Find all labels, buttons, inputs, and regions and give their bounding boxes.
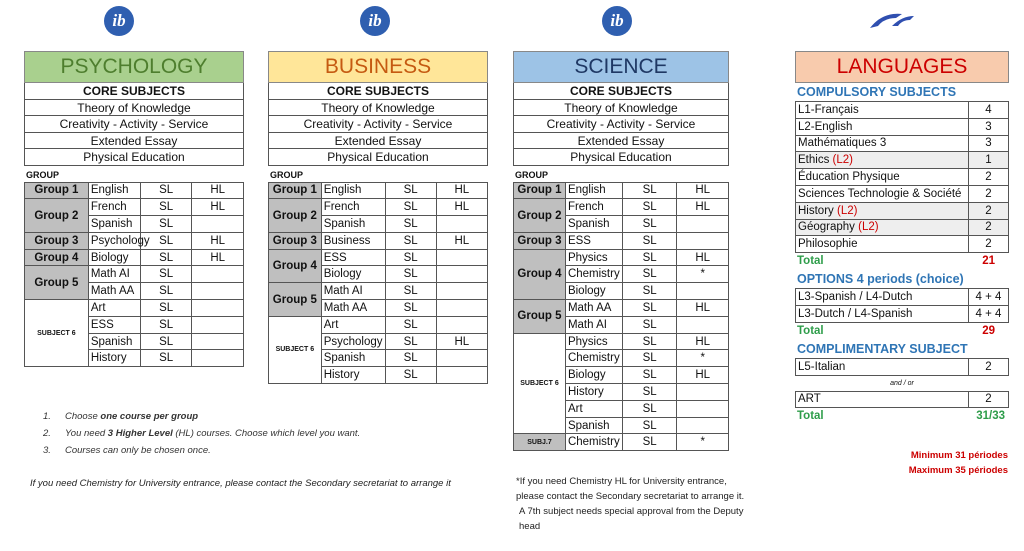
periods: 2 bbox=[969, 358, 1009, 375]
level-sl: SL bbox=[140, 316, 192, 333]
level-hl: HL bbox=[677, 367, 729, 384]
lang-subject: Sciences Technologie & Société bbox=[796, 185, 969, 202]
subject: Math AI bbox=[321, 283, 385, 300]
group-cell: SUBJECT 6 bbox=[25, 300, 89, 367]
subject: Chemistry bbox=[565, 350, 622, 367]
subject: Physics bbox=[565, 333, 622, 350]
level-hl bbox=[192, 216, 244, 233]
level-hl bbox=[677, 400, 729, 417]
group-cell: SUBJECT 6 bbox=[514, 333, 566, 434]
subject: Biology bbox=[88, 249, 140, 266]
periods: 3 bbox=[969, 118, 1009, 135]
level-sl: SL bbox=[385, 316, 436, 333]
level-sl: SL bbox=[622, 434, 676, 451]
subject: English bbox=[565, 182, 622, 199]
periods: 4 bbox=[969, 102, 1009, 119]
core-subjects bbox=[268, 83, 488, 166]
subject: Psychology bbox=[321, 333, 385, 350]
lang-subject: L2-English bbox=[796, 118, 969, 135]
level-sl: SL bbox=[622, 249, 676, 266]
subject: Math AA bbox=[88, 283, 140, 300]
level-sl: SL bbox=[140, 182, 192, 199]
science-note-2: A 7th subject needs special approval from the Deputy head bbox=[519, 506, 744, 532]
ib-logo: ib bbox=[104, 6, 134, 36]
level-hl: HL bbox=[436, 232, 487, 249]
subject: Spanish bbox=[321, 216, 385, 233]
psychology-header: PSYCHOLOGY bbox=[24, 51, 244, 83]
group-label: GROUP bbox=[26, 169, 60, 180]
subject: French bbox=[565, 199, 622, 216]
core-subjects bbox=[24, 83, 244, 166]
subject: Biology bbox=[565, 367, 622, 384]
business-column bbox=[268, 51, 488, 384]
level-hl bbox=[677, 232, 729, 249]
level-sl: SL bbox=[622, 266, 676, 283]
group-cell: SUBJ.7 bbox=[514, 434, 566, 451]
level-sl: SL bbox=[140, 199, 192, 216]
core-title: CORE SUBJECTS bbox=[25, 83, 243, 100]
subject: History bbox=[88, 350, 140, 367]
level-hl bbox=[436, 300, 487, 317]
level-hl: HL bbox=[192, 232, 244, 249]
lang-subject: Mathématiques 3 bbox=[796, 135, 969, 152]
level-sl: SL bbox=[385, 199, 436, 216]
subject: History bbox=[565, 384, 622, 401]
subject: French bbox=[88, 199, 140, 216]
level-hl bbox=[436, 283, 487, 300]
science-table bbox=[513, 182, 729, 452]
level-hl bbox=[436, 249, 487, 266]
level-sl: SL bbox=[622, 216, 676, 233]
level-hl bbox=[192, 283, 244, 300]
level-hl bbox=[436, 367, 487, 384]
level-hl: HL bbox=[436, 182, 487, 199]
subject: Business bbox=[321, 232, 385, 249]
periods: 2 bbox=[969, 169, 1009, 186]
science-column bbox=[513, 51, 729, 451]
level-sl: SL bbox=[140, 232, 192, 249]
group-label: GROUP bbox=[515, 169, 549, 180]
level-hl bbox=[677, 384, 729, 401]
level-hl bbox=[192, 300, 244, 317]
max-periods: Maximum 35 périodes bbox=[908, 465, 1008, 476]
level-hl: HL bbox=[677, 182, 729, 199]
core-item: Theory of Knowledge bbox=[514, 100, 728, 117]
core-title: CORE SUBJECTS bbox=[269, 83, 487, 100]
level-sl: SL bbox=[385, 266, 436, 283]
group-cell: Group 5 bbox=[25, 266, 89, 300]
level-hl bbox=[677, 283, 729, 300]
level-sl: SL bbox=[622, 283, 676, 300]
total-row: Total 31/33 bbox=[797, 410, 1005, 423]
group-cell: Group 2 bbox=[25, 199, 89, 233]
group-cell: Group 3 bbox=[25, 232, 89, 249]
level-hl: HL bbox=[192, 182, 244, 199]
level-hl bbox=[677, 316, 729, 333]
level-sl: SL bbox=[622, 350, 676, 367]
periods: 4 + 4 bbox=[969, 289, 1009, 306]
periods: 2 bbox=[969, 219, 1009, 236]
subject: ESS bbox=[565, 232, 622, 249]
lang-subject: History (L2) bbox=[796, 202, 969, 219]
group-cell: Group 5 bbox=[269, 283, 322, 317]
level-hl: HL bbox=[436, 333, 487, 350]
compl-subject: L5-Italian bbox=[796, 358, 969, 375]
periods: 2 bbox=[969, 236, 1009, 253]
level-hl: HL bbox=[677, 300, 729, 317]
core-item: Physical Education bbox=[25, 149, 243, 166]
subject: Spanish bbox=[565, 216, 622, 233]
group-cell: Group 1 bbox=[269, 182, 322, 199]
psychology-column bbox=[24, 51, 244, 367]
periods: 4 + 4 bbox=[969, 305, 1009, 322]
subject: ESS bbox=[88, 316, 140, 333]
subject: English bbox=[321, 182, 385, 199]
subject: Art bbox=[88, 300, 140, 317]
options-table bbox=[795, 288, 1009, 323]
level-sl: SL bbox=[140, 216, 192, 233]
periods: 2 bbox=[969, 391, 1009, 408]
level-sl: SL bbox=[622, 333, 676, 350]
group-cell: Group 2 bbox=[269, 199, 322, 233]
level-sl: SL bbox=[385, 182, 436, 199]
subject: Biology bbox=[321, 266, 385, 283]
schola-europaea-logo bbox=[862, 8, 962, 38]
subject: Chemistry bbox=[565, 266, 622, 283]
and-or: and / or bbox=[890, 379, 914, 387]
level-sl: SL bbox=[385, 283, 436, 300]
subject: Math AI bbox=[88, 266, 140, 283]
chemistry-note: If you need Chemistry for University entrance, please contact the Secondary secretariat to arrange it bbox=[30, 478, 451, 489]
business-header: BUSINESS bbox=[268, 51, 488, 83]
level-sl: SL bbox=[385, 216, 436, 233]
level-sl: SL bbox=[385, 350, 436, 367]
option: L3-Dutch / L4-Spanish bbox=[796, 305, 969, 322]
level-hl: HL bbox=[192, 199, 244, 216]
compulsory-title: COMPULSORY SUBJECTS bbox=[797, 85, 957, 99]
level-hl: HL bbox=[677, 333, 729, 350]
level-sl: SL bbox=[385, 367, 436, 384]
level-hl: HL bbox=[677, 249, 729, 266]
business-table bbox=[268, 182, 488, 385]
level-sl: SL bbox=[622, 300, 676, 317]
level-hl bbox=[677, 417, 729, 434]
ib-logo: ib bbox=[360, 6, 390, 36]
science-header: SCIENCE bbox=[513, 51, 729, 83]
core-item: Theory of Knowledge bbox=[25, 100, 243, 117]
level-sl: SL bbox=[622, 316, 676, 333]
level-sl: SL bbox=[385, 249, 436, 266]
group-cell: Group 5 bbox=[514, 300, 566, 334]
ib-logo: ib bbox=[602, 6, 632, 36]
note-line: 1. Choose one course per group bbox=[43, 411, 199, 422]
periods: 2 bbox=[969, 202, 1009, 219]
lang-subject: L1-Français bbox=[796, 102, 969, 119]
group-label: GROUP bbox=[270, 169, 304, 180]
level-sl: SL bbox=[140, 350, 192, 367]
group-cell: SUBJECT 6 bbox=[269, 316, 322, 383]
min-periods: Minimum 31 périodes bbox=[910, 450, 1008, 461]
core-item: Extended Essay bbox=[269, 133, 487, 150]
complimentary-title: COMPLIMENTARY SUBJECT bbox=[797, 341, 968, 356]
note-line: 3. Courses can only be chosen once. bbox=[43, 445, 211, 456]
level-sl: SL bbox=[622, 400, 676, 417]
level-hl bbox=[192, 333, 244, 350]
lang-subject: Géography (L2) bbox=[796, 219, 969, 236]
science-note-1: *If you need Chemistry HL for University entrance, please contact the Secondary secretariat to arrange it. bbox=[516, 476, 745, 502]
level-hl bbox=[436, 216, 487, 233]
level-hl bbox=[677, 216, 729, 233]
subject: Art bbox=[565, 400, 622, 417]
subject: Spanish bbox=[565, 417, 622, 434]
level-sl: SL bbox=[140, 300, 192, 317]
complimentary-table-2 bbox=[795, 391, 1009, 409]
subject: French bbox=[321, 199, 385, 216]
level-sl: SL bbox=[140, 249, 192, 266]
lang-subject: Ethics (L2) bbox=[796, 152, 969, 169]
languages-header: LANGUAGES bbox=[795, 51, 1009, 83]
level-sl: SL bbox=[140, 283, 192, 300]
group-cell: Group 4 bbox=[269, 249, 322, 283]
level-sl: SL bbox=[622, 182, 676, 199]
lang-subject: Éducation Physique bbox=[796, 169, 969, 186]
periods: 3 bbox=[969, 135, 1009, 152]
core-item: Creativity - Activity - Service bbox=[269, 116, 487, 133]
periods-range bbox=[850, 448, 1008, 478]
periods: 2 bbox=[969, 185, 1009, 202]
level-sl: SL bbox=[622, 417, 676, 434]
core-item: Creativity - Activity - Service bbox=[25, 116, 243, 133]
core-item: Theory of Knowledge bbox=[269, 100, 487, 117]
core-item: Extended Essay bbox=[514, 133, 728, 150]
level-sl: SL bbox=[385, 232, 436, 249]
level-sl: SL bbox=[622, 367, 676, 384]
note-line: 2. You need 3 Higher Level (HL) courses. Choose which level you want. bbox=[43, 428, 361, 439]
subject: Spanish bbox=[321, 350, 385, 367]
group-cell: Group 4 bbox=[514, 249, 566, 299]
level-hl bbox=[436, 316, 487, 333]
group-cell: Group 3 bbox=[514, 232, 566, 249]
complimentary-table bbox=[795, 358, 1009, 376]
group-cell: Group 3 bbox=[269, 232, 322, 249]
level-hl bbox=[192, 316, 244, 333]
instructions bbox=[43, 411, 360, 462]
subject: Biology bbox=[565, 283, 622, 300]
core-item: Physical Education bbox=[269, 149, 487, 166]
core-item: Creativity - Activity - Service bbox=[514, 116, 728, 133]
subject: Spanish bbox=[88, 216, 140, 233]
compl-subject: ART bbox=[796, 391, 969, 408]
core-title: CORE SUBJECTS bbox=[514, 83, 728, 100]
subject: Spanish bbox=[88, 333, 140, 350]
level-hl bbox=[192, 350, 244, 367]
subject: Psychology bbox=[88, 232, 140, 249]
group-cell: Group 4 bbox=[25, 249, 89, 266]
group-cell: Group 2 bbox=[514, 199, 566, 233]
subject: Math AA bbox=[565, 300, 622, 317]
level-hl: HL bbox=[192, 249, 244, 266]
level-sl: SL bbox=[622, 384, 676, 401]
lang-subject: Philosophie bbox=[796, 236, 969, 253]
level-sl: SL bbox=[385, 300, 436, 317]
level-hl bbox=[192, 266, 244, 283]
science-note bbox=[516, 474, 746, 534]
subject: Chemistry bbox=[565, 434, 622, 451]
subject: Math AI bbox=[565, 316, 622, 333]
level-hl: * bbox=[677, 350, 729, 367]
core-item: Extended Essay bbox=[25, 133, 243, 150]
option: L3-Spanish / L4-Dutch bbox=[796, 289, 969, 306]
subject: Math AA bbox=[321, 300, 385, 317]
compulsory-table bbox=[795, 101, 1009, 253]
total-row: Total 21 bbox=[797, 255, 995, 268]
level-hl: * bbox=[677, 434, 729, 451]
level-hl bbox=[436, 350, 487, 367]
core-subjects bbox=[513, 83, 729, 166]
level-hl: HL bbox=[677, 199, 729, 216]
level-sl: SL bbox=[140, 333, 192, 350]
level-sl: SL bbox=[385, 333, 436, 350]
level-sl: SL bbox=[140, 266, 192, 283]
total-row: Total 29 bbox=[797, 324, 995, 337]
level-hl bbox=[436, 266, 487, 283]
subject: Physics bbox=[565, 249, 622, 266]
subject: History bbox=[321, 367, 385, 384]
core-item: Physical Education bbox=[514, 149, 728, 166]
level-sl: SL bbox=[622, 232, 676, 249]
subject: Art bbox=[321, 316, 385, 333]
options-title: OPTIONS 4 periods (choice) bbox=[797, 272, 964, 287]
psychology-table bbox=[24, 182, 244, 368]
group-cell: Group 1 bbox=[25, 182, 89, 199]
periods: 1 bbox=[969, 152, 1009, 169]
group-cell: Group 1 bbox=[514, 182, 566, 199]
level-sl: SL bbox=[622, 199, 676, 216]
languages-column bbox=[795, 51, 1009, 425]
subject: ESS bbox=[321, 249, 385, 266]
subject: English bbox=[88, 182, 140, 199]
level-hl: * bbox=[677, 266, 729, 283]
level-hl: HL bbox=[436, 199, 487, 216]
